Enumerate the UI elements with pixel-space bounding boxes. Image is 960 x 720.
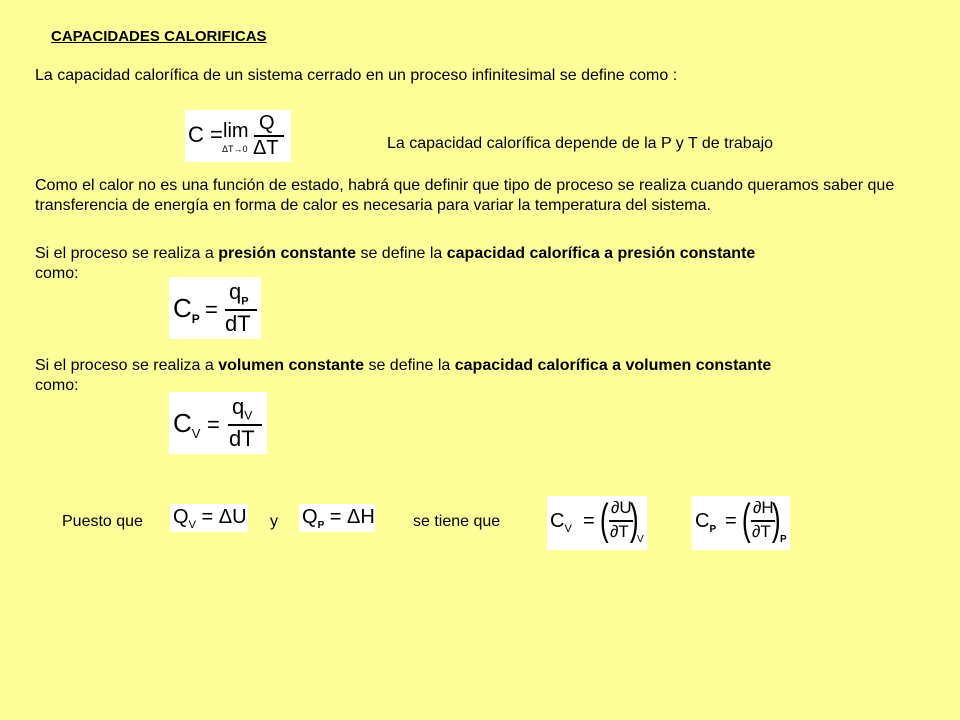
eq-num: Q (259, 112, 275, 134)
cp-partial-equation (692, 496, 790, 550)
eq-den: ΔT (253, 137, 279, 159)
cpp-right-paren: ) (771, 495, 781, 544)
eq-lim-sub: ΔT→0 (222, 144, 248, 154)
depends-note: La capacidad calorífica depende de la P y T de trabajo (387, 135, 774, 152)
cp-den: dT (225, 311, 251, 336)
qp-lhs: Q (302, 506, 318, 528)
volume-text-c: se define la (364, 357, 455, 374)
cpp-den: ∂T (752, 522, 771, 541)
cv-equals: = (207, 412, 220, 437)
cvp-left-paren: ( (599, 495, 609, 544)
volume-text-e: como: (35, 377, 79, 394)
cv-den: dT (229, 426, 255, 451)
cvp-right-paren: ) (629, 495, 639, 544)
therefore-label: se tiene que (413, 513, 501, 530)
volume-text-a: Si el proceso se realiza a (35, 357, 219, 374)
eq-lim: lim (223, 120, 249, 142)
intro-text: La capacidad calorífica de un sistema cerrado en un proceso infinitesimal se define como : (35, 67, 678, 84)
qv-lhs: Q (173, 506, 189, 528)
cvp-outer-sub: V (637, 534, 644, 545)
cp-lhs: $C_P$ (173, 293, 200, 327)
pressure-paragraph (35, 244, 915, 284)
volume-capacity-term: capacidad calorífica a volumen constante (454, 357, 772, 374)
cpp-num: ∂H (753, 498, 774, 517)
cpp-outer-sub: P (780, 534, 787, 545)
cpp-equals: = (725, 510, 737, 532)
cvp-lhs: $C_V$ (550, 510, 572, 535)
qv-sub: V (188, 519, 196, 531)
cvp-equals: = (583, 510, 595, 532)
cv-equation (169, 392, 267, 454)
qp-rhs: = ΔH (329, 506, 375, 528)
cvp-den: ∂T (610, 522, 629, 541)
since-label: Puesto que (62, 513, 143, 530)
volume-paragraph (35, 356, 915, 396)
cp-num: $q_P$ (229, 279, 249, 308)
qp-equation (299, 504, 375, 532)
cvp-num: ∂U (611, 498, 632, 517)
qv-rhs: = ΔU (201, 506, 247, 528)
pressure-text-c: se define la (356, 245, 447, 262)
cv-num: $q_V$ (232, 394, 253, 423)
volume-term: volumen constante (218, 357, 365, 374)
cp-equation (169, 277, 261, 339)
pressure-term: presión constante (218, 245, 357, 262)
pressure-text-e: como: (35, 265, 79, 282)
cpp-left-paren: ( (741, 495, 751, 544)
pressure-text-a: Si el proceso se realiza a (35, 245, 219, 262)
cv-partial-equation (547, 496, 647, 550)
cp-equals: = (205, 297, 218, 322)
pressure-capacity-term: capacidad calorífica a presión constante (446, 245, 756, 262)
eq-lhs: C = (188, 122, 223, 147)
and-label: y (270, 513, 278, 530)
cpp-lhs: $C_P$ (695, 510, 717, 535)
qv-equation (170, 504, 248, 532)
cv-lhs: $C_V$ (173, 408, 201, 442)
qp-sub: P (317, 520, 325, 531)
capacity-definition-equation (185, 110, 291, 162)
page-title: CAPACIDADES CALORIFICAS (51, 28, 267, 45)
state-function-paragraph: Como el calor no es una función de estado, habrá que definir que tipo de proceso se realiza cuando queramos saber que transferencia de energía en forma de calor es necesaria para variar la temperatura del sistema. (35, 177, 895, 214)
